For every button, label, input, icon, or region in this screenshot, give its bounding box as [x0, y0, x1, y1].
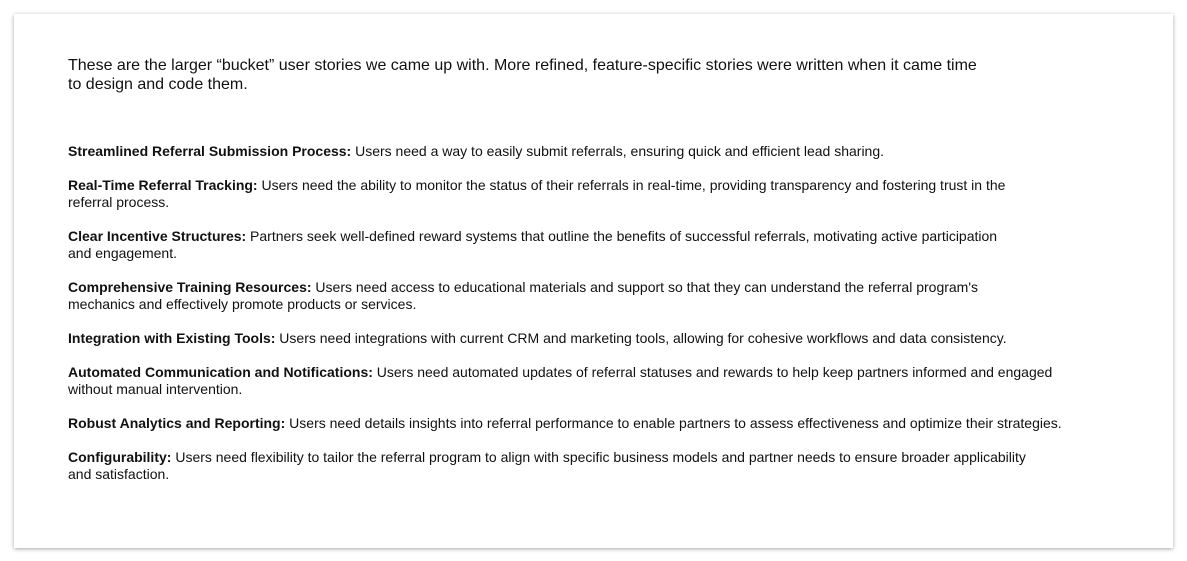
story-text: Users need automated updates of referral statuses and rewards to help keep partners informed and engaged without manual intervention. [68, 364, 1053, 397]
user-story-streamlined-submission [68, 143, 1148, 160]
story-title: Real-Time Referral Tracking: [68, 177, 258, 193]
story-title: Integration with Existing Tools: [68, 330, 276, 346]
user-story-training-resources [68, 279, 1038, 313]
content-card [14, 14, 1173, 548]
story-title: Configurability: [68, 449, 172, 465]
user-story-configurability [68, 449, 1028, 483]
story-title: Robust Analytics and Reporting: [68, 415, 286, 431]
story-text: Users need details insights into referral performance to enable partners to assess effectiveness and optimize their strategies. [285, 415, 1062, 431]
story-title: Comprehensive Training Resources: [68, 279, 312, 295]
user-story-real-time-tracking [68, 177, 1008, 211]
story-text: Partners seek well-defined reward systems that outline the benefits of successful referrals, motivating active participation and engagement. [68, 228, 998, 261]
story-title: Automated Communication and Notifications: [68, 364, 373, 380]
story-title: Clear Incentive Structures: [68, 228, 247, 244]
user-story-incentive-structures [68, 228, 998, 262]
story-text: Users need access to educational materials and support so that they can understand the referral program's mechanics and effectively promote products or services. [68, 279, 979, 312]
user-story-analytics-reporting [68, 415, 1148, 432]
intro-paragraph: These are the larger “bucket” user stories we came up with. More refined, feature-specific stories were written when it came time to design and code them. [68, 57, 977, 93]
user-stories-list [68, 143, 1148, 500]
story-text: Users need a way to easily submit referrals, ensuring quick and efficient lead sharing. [351, 143, 885, 159]
user-story-tool-integration [68, 330, 1148, 347]
story-text: Users need the ability to monitor the status of their referrals in real-time, providing transparency and fostering trust in the referral process. [68, 177, 1006, 210]
story-title: Streamlined Referral Submission Process: [68, 143, 352, 159]
story-text: Users need integrations with current CRM and marketing tools, allowing for cohesive workflows and data consistency. [275, 330, 1007, 346]
story-text: Users need flexibility to tailor the referral program to align with specific business models and partner needs to ensure broader applicability and satisfaction. [68, 449, 1026, 482]
user-story-automated-notifications [68, 364, 1058, 398]
